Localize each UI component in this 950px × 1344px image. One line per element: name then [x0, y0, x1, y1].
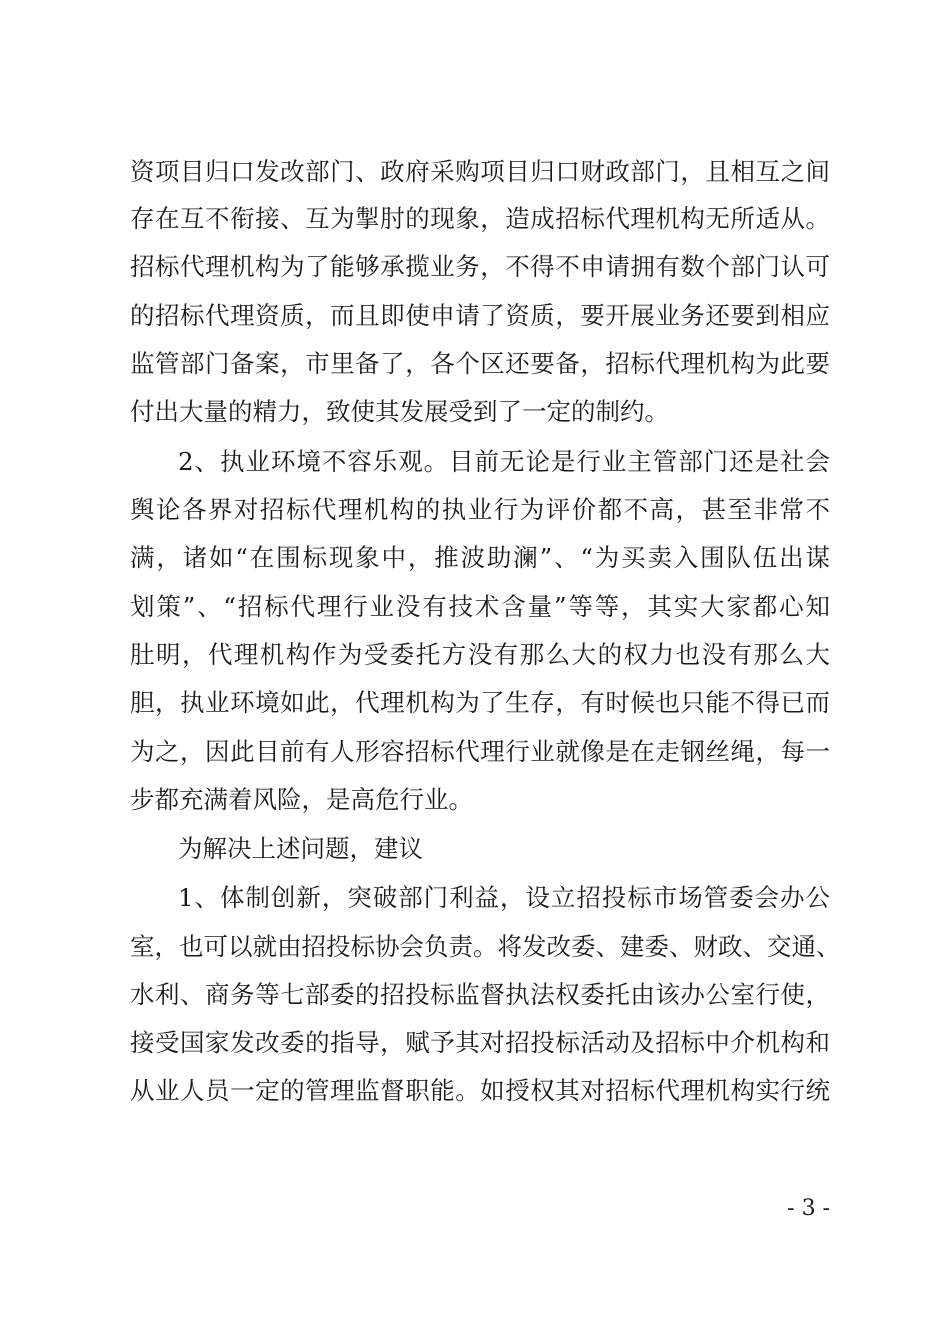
text-line: 为之，因此目前有人形容招标代理行业就像是在走钢丝绳，每一: [130, 737, 830, 766]
text-line: 室，也可以就由招投标协会负责。将发改委、建委、财政、交通、: [130, 932, 841, 961]
text-line: 肚明，代理机构作为受委托方没有那么大的权力也没有那么大: [130, 640, 830, 669]
paragraph-start-line: 2、执业环境不容乐观。目前无论是行业主管部门还是社会: [178, 447, 830, 476]
text-line: 招标代理机构为了能够承揽业务，不得不申请拥有数个部门认可: [130, 252, 830, 281]
text-line: 从业人员一定的管理监督职能。如授权其对招标代理机构实行统: [130, 1076, 830, 1105]
text-line: 步都充满着风险，是高危行业。: [130, 785, 473, 814]
paragraph-heading-line: 为解决上述问题，建议: [178, 834, 423, 863]
text-line: 舆论各界对招标代理机构的执业行为评价都不高，甚至非常不: [130, 495, 830, 524]
text-line: 监管部门备案，市里备了，各个区还要备，招标代理机构为此要: [130, 349, 830, 378]
text-line: 水利、商务等七部委的招投标监督执法权委托由该办公室行使，: [130, 980, 830, 1009]
text-line: 资项目归口发改部门、政府采购项目归口财政部门，且相互之间: [130, 157, 830, 186]
page-number: - 3 -: [787, 1196, 830, 1221]
paragraph-start-line: 1、体制创新，突破部门利益，设立招投标市场管委会办公: [178, 883, 830, 912]
text-line: 胆，执业环境如此，代理机构为了生存，有时候也只能不得已而: [130, 688, 830, 717]
text-line: 存在互不衔接、互为掣肘的现象，造成招标代理机构无所适从。: [130, 204, 830, 233]
text-line: 接受国家发改委的指导，赋予其对招投标活动及招标中介机构和: [130, 1028, 830, 1057]
text-line: 划策”、“招标代理行业没有技术含量”等等，其实大家都心知: [130, 592, 830, 621]
text-line: 满，诸如“在围标现象中，推波助澜”、“为买卖入围队伍出谋: [130, 543, 830, 572]
text-line: 付出大量的精力，致使其发展受到了一定的制约。: [130, 397, 669, 426]
text-line: 的招标代理资质，而且即使申请了资质，要开展业务还要到相应: [130, 301, 830, 330]
